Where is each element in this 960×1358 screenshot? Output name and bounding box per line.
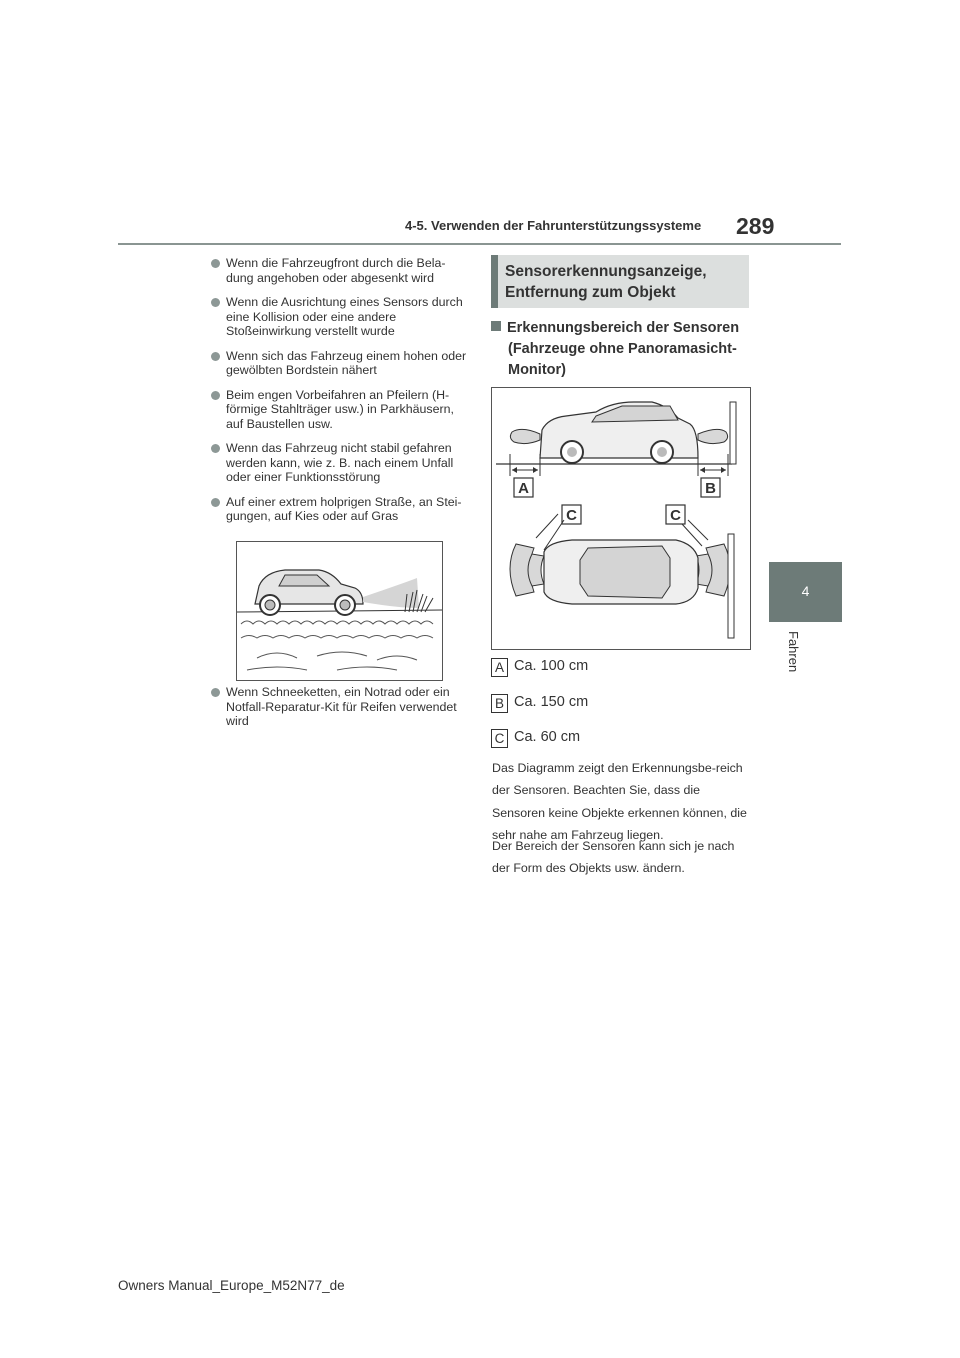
section-heading [491,255,749,308]
legend-key: C [491,729,508,748]
page-number: 289 [736,213,775,239]
condition-bullet-list [211,256,469,534]
legend-item-a [491,658,588,677]
list-item-text: Wenn Schneeketten, ein Notrad oder ein Notfall-Reparatur-Kit für Reifen verwendet wird [226,685,457,728]
legend-value: Ca. 100 cm [514,658,589,674]
subheading-line: Erkennungsbereich der Sensoren [507,320,740,336]
legend-item-c [491,729,580,748]
list-item-text: Auf einer extrem holprigen Straße, an Stei-gungen, auf Kies oder auf Gras [226,494,462,523]
list-item [211,441,469,485]
subheading-line: Monitor) [508,362,566,378]
list-item [211,256,469,285]
list-item-text: Wenn die Fahrzeugfront durch die Bela-dung angehoben oder abgesenkt wird [226,256,446,285]
square-bullet-icon [491,321,501,331]
legend-key: A [491,658,508,677]
list-item [211,685,469,729]
header-divider [118,243,841,245]
rough-terrain-illustration [236,541,443,681]
legend-value: Ca. 60 cm [514,729,581,745]
list-item [211,349,469,378]
diagram-label-b: B [705,480,716,497]
bullet-icon [211,444,220,453]
description-paragraph: Das Diagramm zeigt den Erkennungsbe-reich der Sensoren. Beachten Sie, dass die Sensoren keine Objekte erkennen können, die sehr nahe am Fahrzeug liegen. [492,761,747,842]
list-item-text: Wenn das Fahrzeug nicht stabil gefahren werden kann, wie z. B. nach einem Unfall oder einer Funktionsstörung [226,441,454,484]
bullet-icon [211,498,220,507]
bullet-icon [211,391,220,400]
chapter-label: Fahren [786,631,801,673]
condition-bullet-list-continued [211,685,469,729]
footer-text: Owners Manual_Europe_M52N77_de [118,1278,345,1293]
diagram-label-c-left: C [566,507,577,524]
list-item [211,495,469,524]
car-on-grass-drawing [237,542,442,680]
sensor-range-drawing [492,388,750,649]
subheading-line: (Fahrzeuge ohne Panoramasicht- [508,341,737,357]
diagram-label-a: A [518,480,529,497]
running-header-title: 4-5. Verwenden der Fahrunterstützungssysteme [405,218,702,233]
description-paragraph: Der Bereich der Sensoren kann sich je nach der Form des Objekts usw. ändern. [492,839,735,876]
list-item-text: Beim engen Vorbeifahren an Pfeilern (H-förmige Stahlträger usw.) in Parkhäusern, auf Baustellen usw. [226,387,454,431]
subheading [491,318,751,381]
sensor-range-diagram [491,387,751,650]
list-item [211,295,469,339]
section-heading-line: Entfernung zum Objekt [505,284,676,301]
section-heading-text [505,261,707,303]
bullet-icon [211,688,220,697]
list-item [211,388,469,432]
list-item-text: Wenn die Ausrichtung eines Sensors durch eine Kollision oder eine andere Stoßeinwirkung verstellt wurde [226,295,463,338]
bullet-icon [211,352,220,361]
legend-item-b [491,694,588,713]
bullet-icon [211,259,220,268]
section-heading-bar [491,255,498,308]
legend-value: Ca. 150 cm [514,694,589,710]
list-item-text: Wenn sich das Fahrzeug einem hohen oder gewölbten Bordstein nähert [226,348,467,377]
diagram-label-c-right: C [670,507,681,524]
section-heading-line: Sensorerkennungsanzeige, [505,263,707,280]
chapter-number: 4 [801,583,810,599]
bullet-icon [211,298,220,307]
legend-key: B [491,694,508,713]
